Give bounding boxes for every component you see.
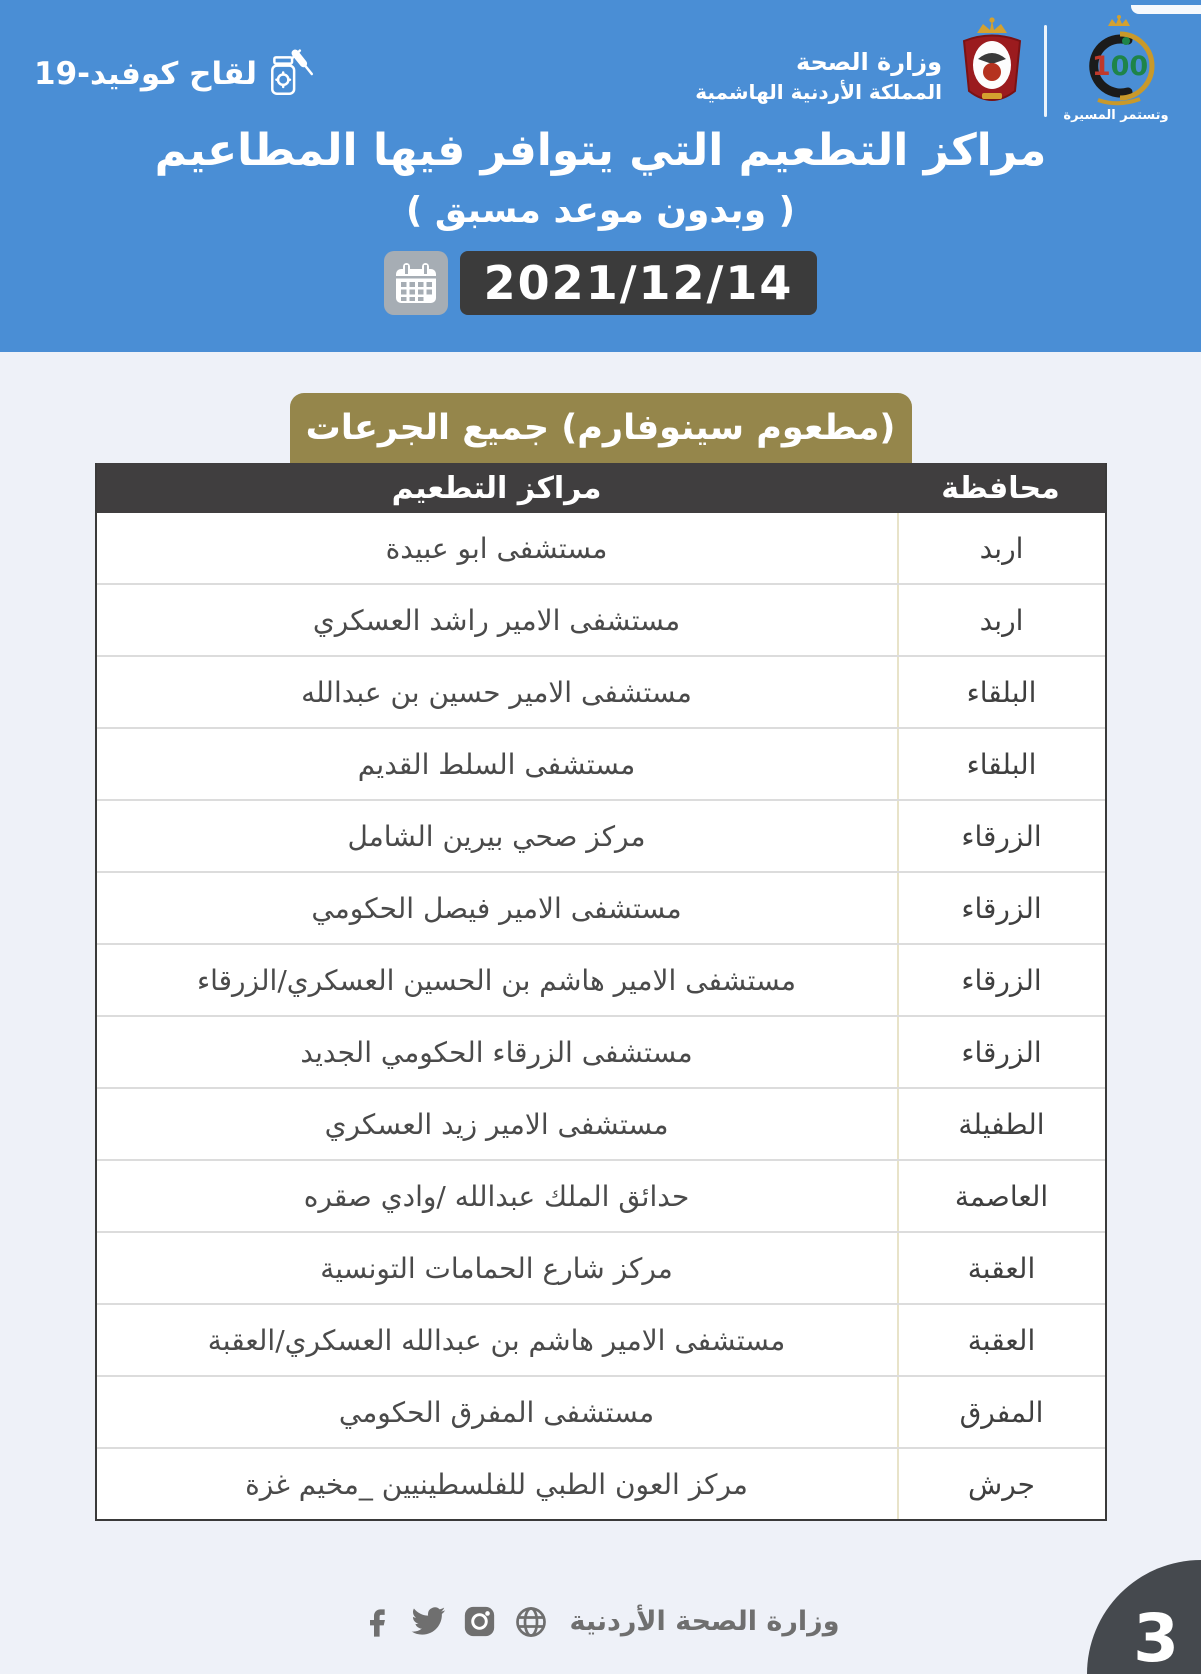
table-row [97,1231,1105,1303]
governorate-cell: الزرقاء [897,1017,1105,1087]
jordan-centennial-logo [1061,14,1171,123]
instagram-icon[interactable] [461,1603,498,1640]
brand-divider [1044,25,1047,117]
table-row [97,655,1105,727]
governorate-cell: جرش [897,1449,1105,1519]
table-row [97,1087,1105,1159]
center-cell: مركز صحي بيرين الشامل [347,819,646,853]
center-cell: مركز العون الطبي للفلسطينيين _مخيم غزة [245,1467,748,1501]
date-row [0,251,1201,315]
vaccination-centers-table [95,463,1107,1521]
table-row [97,799,1105,871]
center-cell: مستشفى الامير فيصل الحكومي [311,891,682,925]
table-row [97,727,1105,799]
table-row [97,943,1105,1015]
table-row [97,583,1105,655]
center-cell: مستشفى الامير راشد العسكري [312,603,681,637]
governorate-cell: اربد [897,513,1105,583]
page-number-badge [1087,1560,1201,1674]
vaccine-type-banner: (مطعوم سينوفارم) جميع الجرعات [290,393,912,463]
table-row [97,1303,1105,1375]
governorate-cell: اربد [897,585,1105,655]
center-cell: مستشفى الزرقاء الحكومي الجديد [300,1035,693,1069]
footer [0,1603,1201,1640]
table-row [97,1159,1105,1231]
blue-header [0,0,1201,352]
table-body [97,513,1105,1519]
date-badge: 2021/12/14 [460,251,818,315]
governorate-cell: الزرقاء [897,945,1105,1015]
governorate-cell: المفرق [897,1377,1105,1447]
center-cell: مستشفى الامير حسين بن عبدالله [301,675,692,709]
centennial-tagline: وتستمر المسيرة [1063,108,1169,123]
governorate-cell: العقبة [897,1233,1105,1303]
table-row [97,1375,1105,1447]
svg-text:100: 100 [1091,51,1149,82]
covid-vaccine-label [34,48,315,100]
vaccine-vial-icon [267,48,315,100]
table-row [97,871,1105,943]
jordan-coat-of-arms [954,17,1030,121]
governorate-cell: الطفيلة [897,1089,1105,1159]
facebook-icon[interactable] [362,1606,394,1638]
center-cell: مستشفى الامير هاشم بن الحسين العسكري/الزرقاء [196,963,797,997]
footer-ministry-label: وزارة الصحة الأردنية [569,1606,840,1637]
center-cell: حدائق الملك عبدالله /وادي صقره [303,1179,690,1213]
center-cell: مستشفى المفرق الحكومي [338,1395,655,1429]
table-row [97,1447,1105,1519]
table-row [97,513,1105,583]
column-header-centers: مراكز التطعيم [391,470,602,506]
governorate-cell: الزرقاء [897,801,1105,871]
calendar-icon [384,251,448,315]
ministry-name: وزارة الصحة [795,47,942,76]
corner-decoration [1131,5,1201,14]
center-cell: مستشفى السلط القديم [357,747,636,781]
center-cell: مستشفى الامير هاشم بن عبدالله العسكري/العقبة [207,1323,786,1357]
governorate-cell: البلقاء [897,729,1105,799]
column-header-governorate: محافظة [941,470,1060,506]
page-subtitle: ( وبدون موعد مسبق ) [405,190,796,231]
center-cell: مستشفى ابو عبيدة [385,531,608,565]
table-header-row [97,463,1105,513]
center-cell: مركز شارع الحمامات التونسية [320,1251,673,1285]
center-cell: مستشفى الامير زيد العسكري [324,1107,669,1141]
page-title: مراكز التطعيم التي يتوافر فيها المطاعيم [154,125,1047,176]
ministry-text-block [695,47,942,106]
governorate-cell: العقبة [897,1305,1105,1375]
brand-block [695,14,1171,123]
governorate-cell: الزرقاء [897,873,1105,943]
governorate-cell: العاصمة [897,1161,1105,1231]
centennial-logo-graphic [1070,14,1162,106]
kingdom-name: المملكة الأردنية الهاشمية [695,80,942,105]
governorate-cell: البلقاء [897,657,1105,727]
covid-label-text: لقاح كوفيد-19 [34,56,258,92]
twitter-icon[interactable] [409,1603,446,1640]
globe-icon[interactable] [513,1604,549,1640]
table-row [97,1015,1105,1087]
page-number: 3 [1133,1600,1179,1674]
